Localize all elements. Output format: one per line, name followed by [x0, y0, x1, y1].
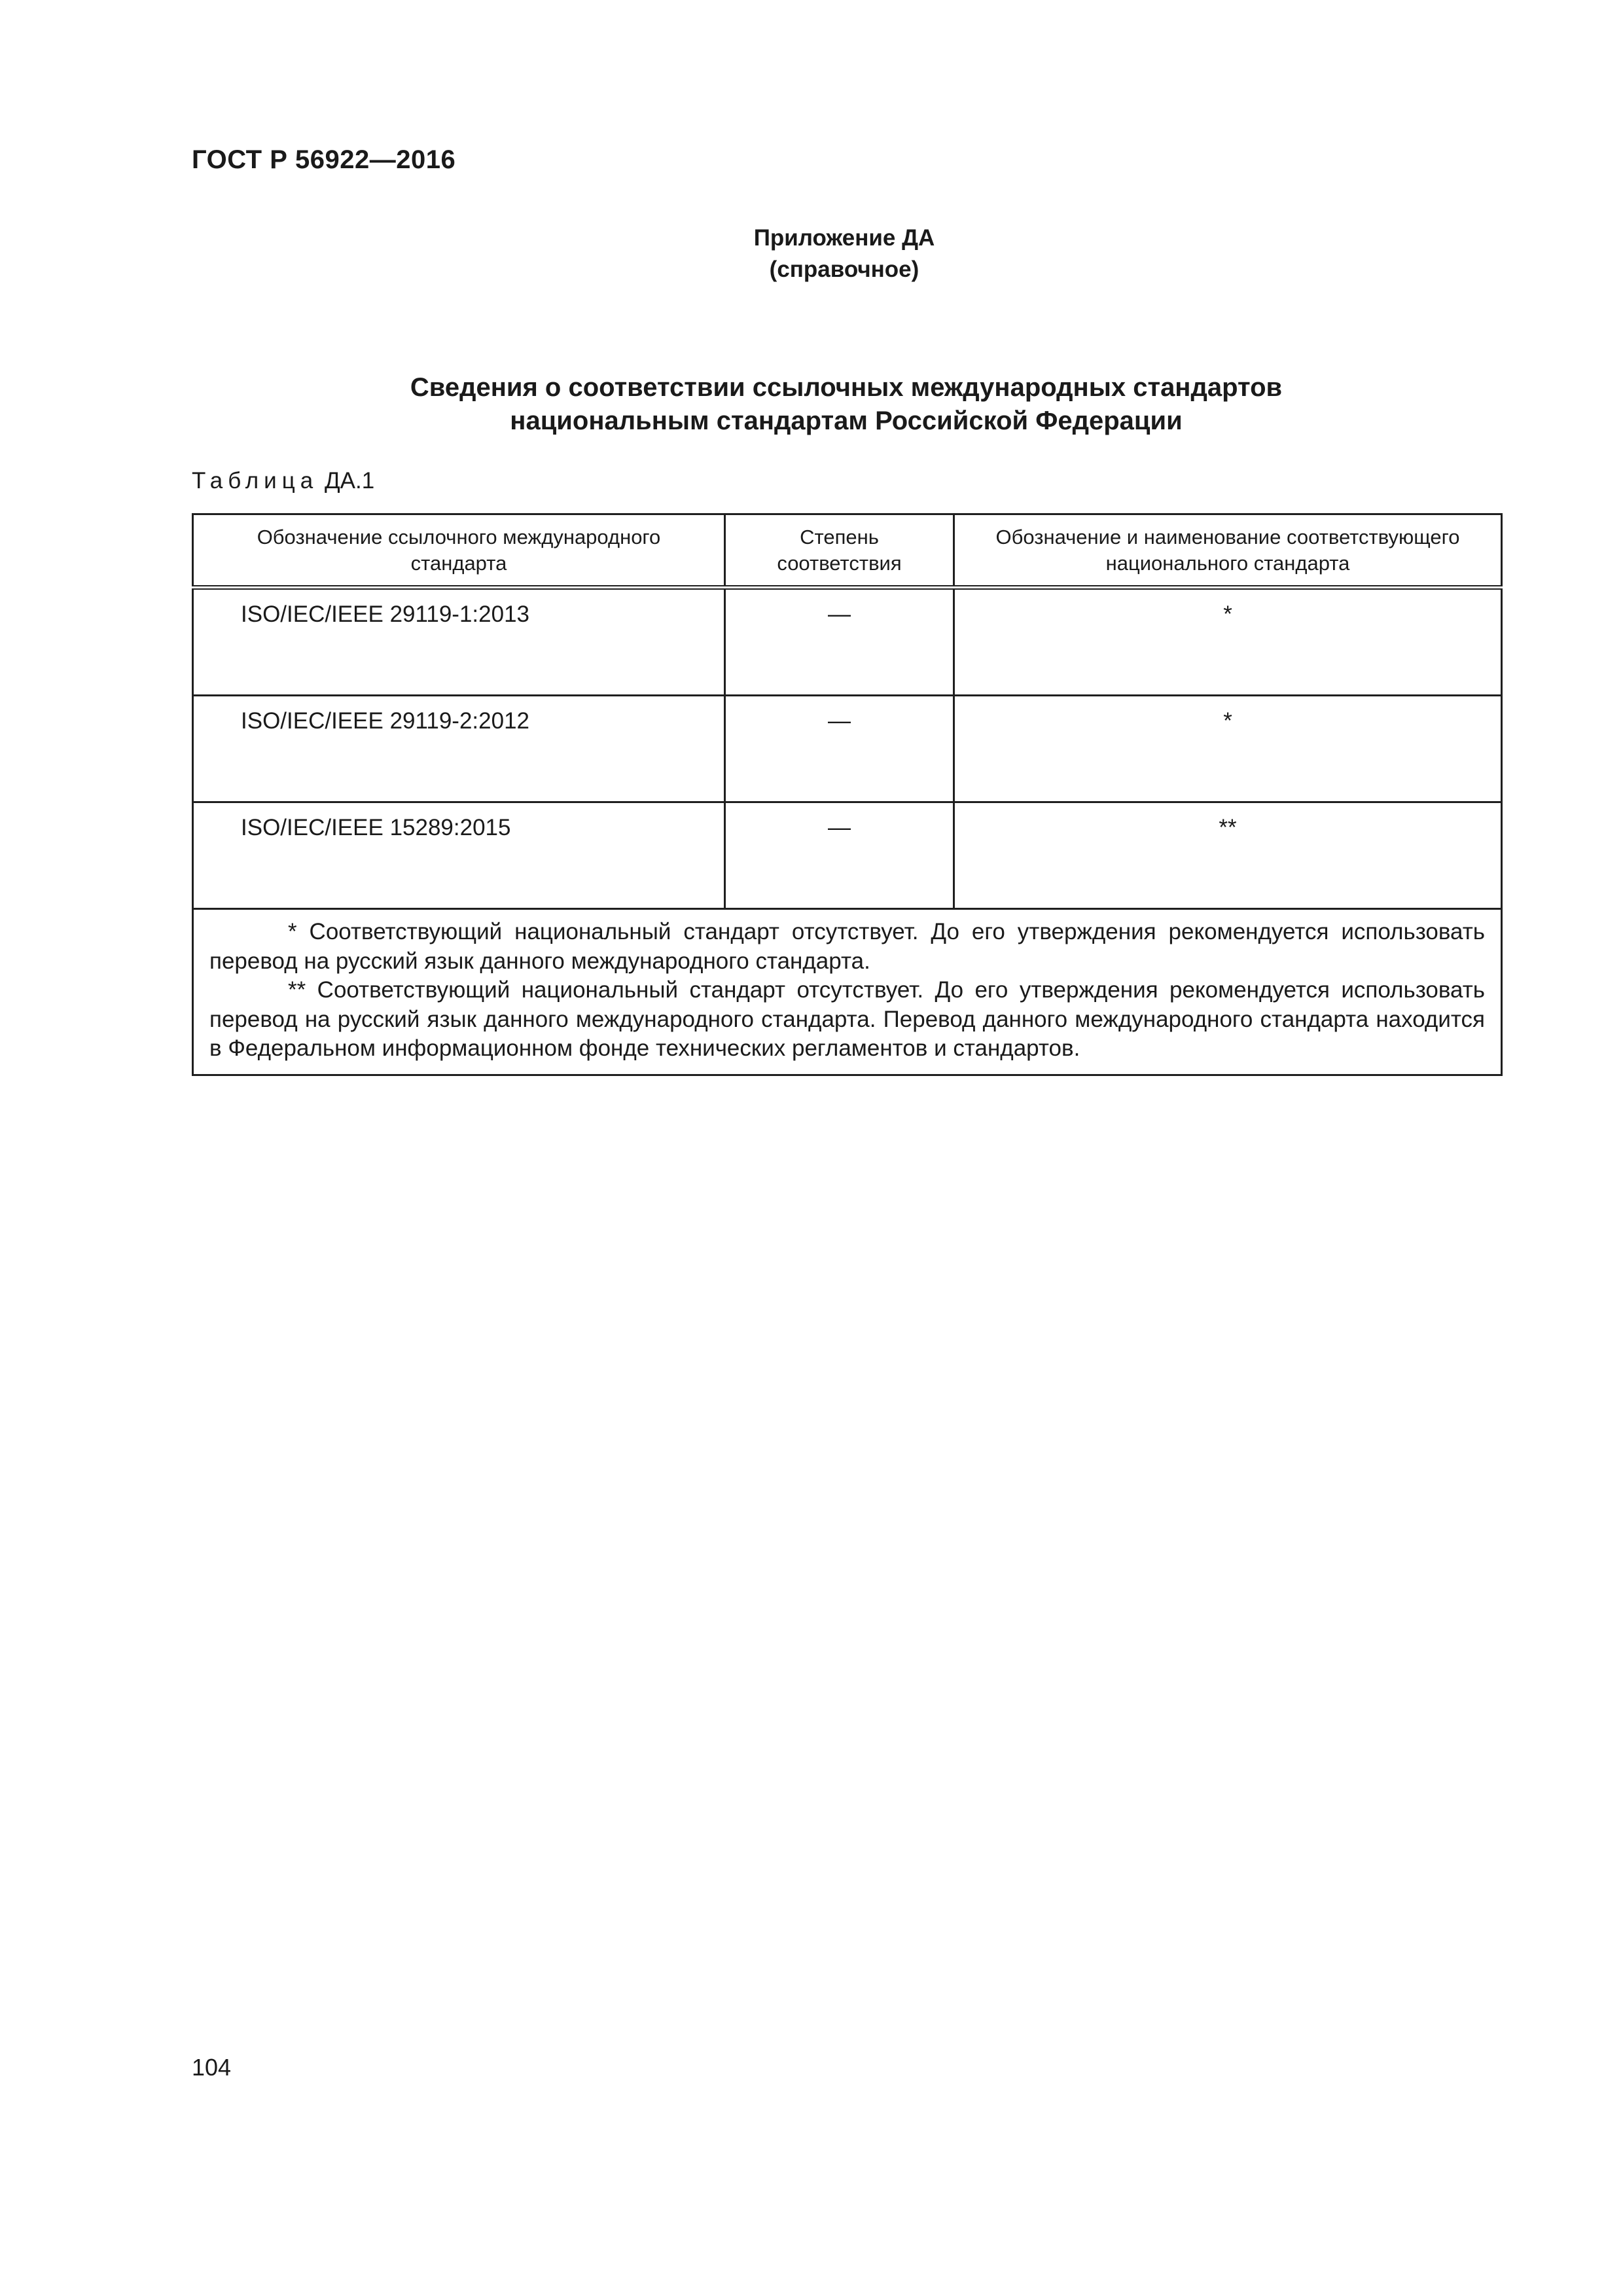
- cell-degree: [725, 696, 954, 802]
- national-text: *: [1223, 601, 1232, 627]
- cell-designation: [193, 802, 725, 909]
- designation-text: ISO/IEC/IEEE 29119-2:2012: [241, 708, 530, 734]
- national-text: *: [1223, 708, 1232, 734]
- heading-line-2: национальным стандартам Российской Федерации: [510, 406, 1183, 435]
- table-row: [193, 802, 1502, 909]
- annex-block: [0, 223, 1623, 285]
- table-caption-number: ДА.1: [324, 468, 375, 493]
- table-caption: [192, 468, 374, 494]
- header-designation: Обозначение ссылочного международного стандарта: [193, 514, 725, 588]
- table-row: [193, 696, 1502, 802]
- table-caption-prefix: Таблица: [192, 468, 319, 493]
- cell-designation: [193, 696, 725, 802]
- note-2: ** Соответствующий национальный стандарт отсутствует. До его утверждения рекомендуется использовать перевод на русский язык данного международного стандарта. Перевод данного международного стандарта находится в Федеральном информационном фонде технических регламентов и стандартов.: [209, 977, 1485, 1061]
- designation-text: ISO/IEC/IEEE 15289:2015: [241, 815, 511, 840]
- designation-text: ISO/IEC/IEEE 29119-1:2013: [241, 601, 530, 627]
- header-national: Обозначение и наименование соответствующего национального стандарта: [954, 514, 1502, 588]
- header-degree: Степень соответствия: [725, 514, 954, 588]
- cell-designation: [193, 588, 725, 696]
- national-text: **: [1219, 815, 1237, 840]
- degree-text: —: [828, 815, 851, 840]
- table-header-row: [193, 514, 1502, 588]
- document-code: ГОСТ Р 56922—2016: [192, 145, 456, 174]
- page-number: 104: [192, 2054, 232, 2081]
- cell-national: [954, 588, 1502, 696]
- cell-degree: [725, 588, 954, 696]
- table-notes-row: [193, 909, 1502, 1075]
- cell-national: [954, 696, 1502, 802]
- heading-line-1: Сведения о соответствии ссылочных международных стандартов: [410, 373, 1283, 402]
- annex-title: Приложение ДА: [753, 225, 935, 251]
- annex-subtitle: (справочное): [769, 257, 919, 282]
- degree-text: —: [828, 601, 851, 627]
- cell-national: [954, 802, 1502, 909]
- cell-degree: [725, 802, 954, 909]
- table-row: [193, 588, 1502, 696]
- section-heading: [192, 371, 1501, 438]
- table-notes: [193, 909, 1502, 1075]
- standards-table: [192, 513, 1503, 1076]
- degree-text: —: [828, 708, 851, 734]
- note-1: * Соответствующий национальный стандарт отсутствует. До его утверждения рекомендуется использовать перевод на русский язык данного международного стандарта.: [209, 919, 1485, 974]
